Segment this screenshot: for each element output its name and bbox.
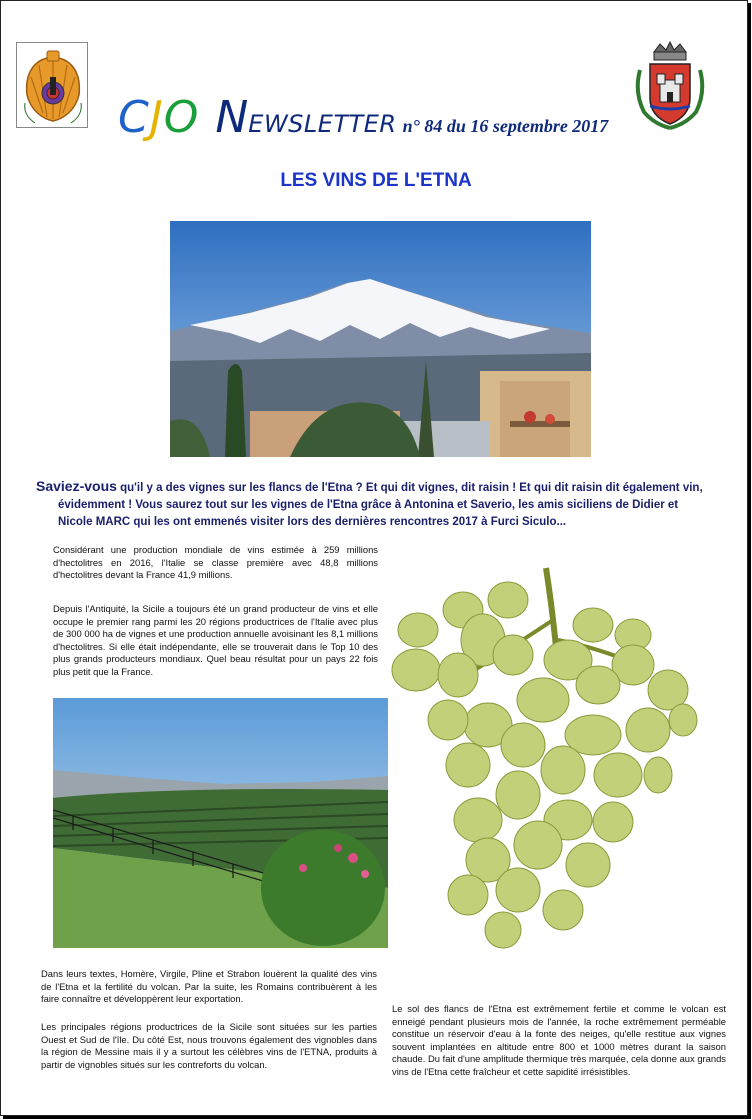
article-title: LES VINS DE L'ETNA — [280, 170, 472, 191]
paragraph-etna-soil: Le sol des flancs de l'Etna est extrêmement fertile et comme le volcan est enneigé pendant plusieurs mois de l'année, la roche extrêmement perméable constitue un réservoir d'eau à la fonte des neiges, qu'elle restitue aux vignes souvent implantées en altitude entre 800 et 1000 mètres durant la saison chaude. Du fait d'une amplitude thermique très marquée, cela donne aux grands vins de l'Etna cette fraîcheur et cette sapidité irrésistibles. — [392, 1003, 726, 1077]
brand-letter-c: C — [118, 92, 150, 143]
paragraph-sicily-producer: Depuis l'Antiquité, la Sicile a toujours été un grand producteur de vins et elle occupe le premier rang parmi les 20 régions productrices de l'Italie avec plus de 300 000 ha de vignes et une production annuelle avoisinant les 8,1 millions d'hectolitres. Si elle était indépendante, elle se trouverait dans le Top 10 des plus grands producteurs mondiaux. Quel beau résultat pour un pays 22 fois plus petit que la France. — [53, 603, 378, 677]
newsletter-masthead — [118, 92, 608, 144]
town-coat-of-arms-icon — [630, 40, 710, 132]
paragraph-antiquity: Dans leurs textes, Homère, Virgile, Pline et Strabon louèrent la qualité des vins de l'Etna et la fertilité du volcan. Par la suite, les Romains contribuèrent à les faire connaître et développèrent leur exportation. — [41, 968, 377, 1005]
newsletter-wordmark — [215, 92, 396, 143]
grapes-bunch-photo — [388, 560, 728, 960]
intro-rest: évidemment ! Vous saurez tout sur les vignes de l'Etna grâce à Antonina et Saverio, les amis siciliens de Didier et Nicole MARC qui les ont emmenés visiter lors des dernières rencontres 2017 à Furci Siculo... — [58, 499, 679, 528]
issue-number-date: n° 84 du 16 septembre 2017 — [402, 116, 609, 136]
intro-lead: Saviez-vous — [36, 478, 117, 494]
etna-mountain-photo — [170, 221, 591, 457]
intro-first-line: qu'il y a des vignes sur les flancs de l'Etna ? Et qui dit vignes, dit raisin ! Et qui dit raisin dit également vin, — [116, 482, 703, 494]
scallop-shell-emblem-icon — [16, 42, 88, 128]
vineyard-photo — [53, 698, 388, 948]
article-intro — [36, 478, 708, 531]
brand-letter-o: O — [163, 92, 200, 143]
paragraph-regions: Les principales régions productrices de la Sicile sont situées sur les parties Ouest et Sud de l'île. Du côté Est, nous trouvons également des vignobles dans la région de Messine mais il y a surtout les célèbres vins de l'ETNA, produits à partir de vignobles situés sur les contreforts du volcan. — [41, 1021, 377, 1070]
newsletter-rest: EWSLETTER — [248, 110, 397, 138]
brand-cjo — [118, 92, 199, 143]
paragraph-production: Considérant une production mondiale de vins estimée à 259 millions d'hectolitres en 2016, l'Italie se classe première avec 48,8 millions d'hectolitres devant la France 41,9 millions. — [53, 544, 378, 581]
brand-letter-j: J — [149, 92, 164, 143]
newsletter-initial: N — [215, 92, 249, 143]
